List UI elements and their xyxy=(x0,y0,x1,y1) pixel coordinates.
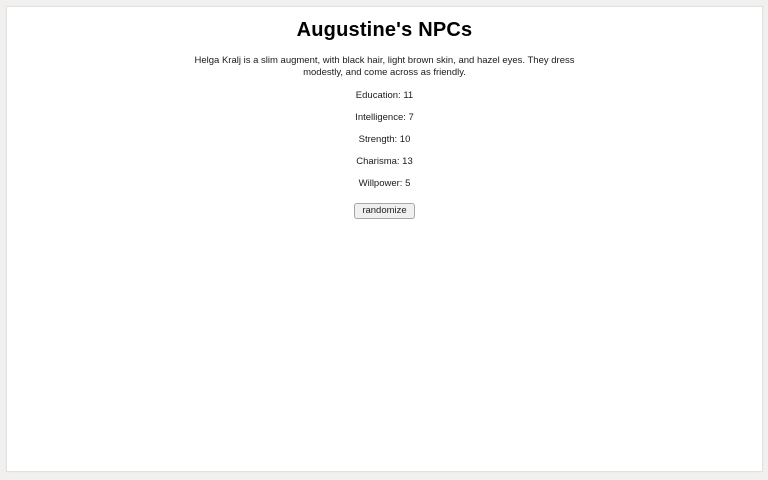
stat-willpower: Willpower: 5 xyxy=(358,178,411,189)
stat-intelligence: Intelligence: 7 xyxy=(355,112,414,123)
npc-card xyxy=(6,6,763,472)
stat-charisma: Charisma: 13 xyxy=(356,156,413,167)
page-title: Augustine's NPCs xyxy=(296,19,473,41)
stat-strength: Strength: 10 xyxy=(358,134,411,145)
stats-list xyxy=(7,90,762,190)
button-row xyxy=(7,200,762,219)
randomize-button[interactable]: randomize xyxy=(354,203,414,219)
npc-description: Helga Kralj is a slim augment, with black hair, light brown skin, and hazel eyes. They dress modestly, and come across as friendly. xyxy=(194,55,575,78)
stat-education: Education: 11 xyxy=(355,90,414,101)
